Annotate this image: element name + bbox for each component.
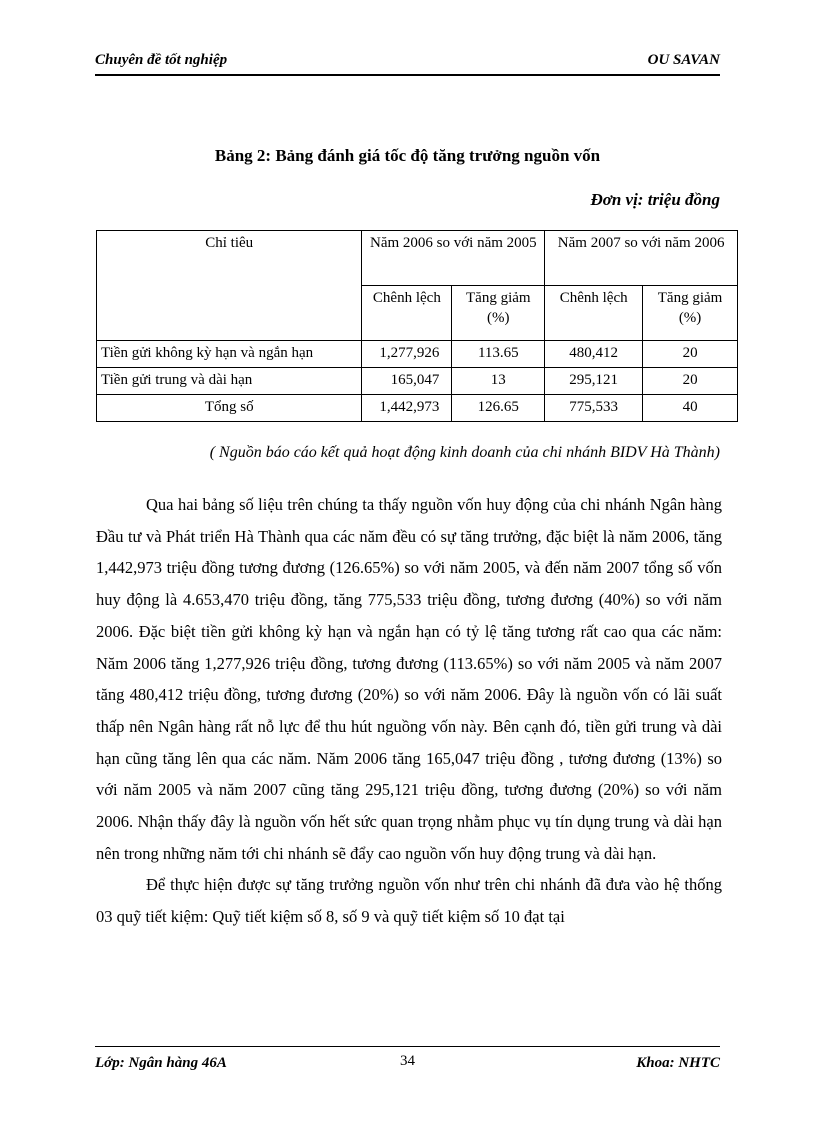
subheader-pct-2007: Tăng giảm (%) <box>643 286 738 341</box>
footer-faculty: Khoa: NHTC <box>636 1055 720 1071</box>
cell-diff-2007: 480,412 <box>545 341 643 368</box>
cell-pct-2007: 20 <box>643 341 738 368</box>
paragraph: Qua hai bảng số liệu trên chúng ta thấy nguồn vốn huy động của chi nhánh Ngân hàng Đầu tư và Phát triển Hà Thành qua các năm đều có sự tăng trưởng, đặc biệt là năm 2006, tăng 1,442,973 triệu đồng tương đương (126.65%) so với năm 2005, và đến năm 2007 tổng số vốn huy động là 4.653,470 triệu đồng, tăng 775,533 triệu đồng, tương đương (40%) so với năm 2006. Đặc biệt tiền gửi không kỳ hạn và ngắn hạn có tỷ lệ tăng tương rất cao qua các năm: Năm 2006 tăng 1,277,926 triệu đồng, tương đương (113.65%) so với năm 2005 và năm 2007 tăng 480,412 triệu đồng, tương đương (20%) so với năm 2006. Đây là nguồn vốn có lãi suất thấp nên Ngân hàng rất nỗ lực để thu hút nguồng vốn này. Bên cạnh đó, tiền gửi trung và dài hạn cũng tăng lên qua các năm. Năm 2006 tăng 165,047 triệu đồng , tương đương (13%) so với năm 2005 và năm 2007 cũng tăng 295,121 triệu đồng, tương đương (20%) so với năm 2006. Nhận thấy đây là nguồn vốn hết sức quan trọng nhằm phục vụ tín dụng trung và dài hạn nên trong những năm tới chi nhánh sẽ đẩy cao nguồn vốn huy động trung và dài hạn. <box>96 495 722 863</box>
table-row <box>97 341 738 368</box>
row-label: Tiền gửi trung và dài hạn <box>97 368 362 395</box>
row-label-total: Tổng số <box>97 395 362 422</box>
header-group-2006: Năm 2006 so với năm 2005 <box>362 231 545 286</box>
row-label: Tiền gửi không kỳ hạn và ngắn hạn <box>97 341 362 368</box>
header-group-2007: Năm 2007 so với năm 2006 <box>545 231 738 286</box>
cell-pct-2006: 13 <box>452 368 545 395</box>
cell-pct-2007: 40 <box>643 395 738 422</box>
body-text <box>96 489 722 933</box>
table-source-note: ( Nguồn báo cáo kết quả hoạt động kinh doanh của chi nhánh BIDV Hà Thành) <box>209 444 720 461</box>
subheader-diff-2007: Chênh lệch <box>545 286 643 341</box>
cell-pct-2006: 126.65 <box>452 395 545 422</box>
cell-diff-2006: 1,442,973 <box>362 395 452 422</box>
cell-diff-2007: 775,533 <box>545 395 643 422</box>
header-indicator: Chỉ tiêu <box>97 231 362 341</box>
table-row-total <box>97 395 738 422</box>
header-thesis-title: Chuyên đề tốt nghiệp <box>95 52 228 68</box>
cell-diff-2006: 1,277,926 <box>362 341 452 368</box>
growth-table <box>96 230 738 422</box>
table-header-row <box>97 231 738 286</box>
table-title: Bảng 2: Bảng đánh giá tốc độ tăng trưởng nguồn vốn <box>214 146 601 165</box>
subheader-pct-2006: Tăng giảm (%) <box>452 286 545 341</box>
subheader-diff-2006: Chênh lệch <box>362 286 452 341</box>
paragraph: Để thực hiện được sự tăng trưởng nguồn vốn như trên chi nhánh đã đưa vào hệ thống 03 quỹ tiết kiệm: Quỹ tiết kiệm số 8, số 9 và quỹ tiết kiệm số 10 đạt tại <box>96 875 722 927</box>
unit-label: Đơn vị: triệu đồng <box>590 190 720 209</box>
cell-diff-2007: 295,121 <box>545 368 643 395</box>
cell-pct-2007: 20 <box>643 368 738 395</box>
table-row <box>97 368 738 395</box>
page-header <box>95 50 720 76</box>
page-footer <box>95 1046 720 1075</box>
cell-pct-2006: 113.65 <box>452 341 545 368</box>
page-number: 34 <box>400 1053 415 1069</box>
header-author: OU SAVAN <box>647 52 720 68</box>
footer-class: Lớp: Ngân hàng 46A <box>95 1055 227 1071</box>
cell-diff-2006: 165,047 <box>362 368 452 395</box>
